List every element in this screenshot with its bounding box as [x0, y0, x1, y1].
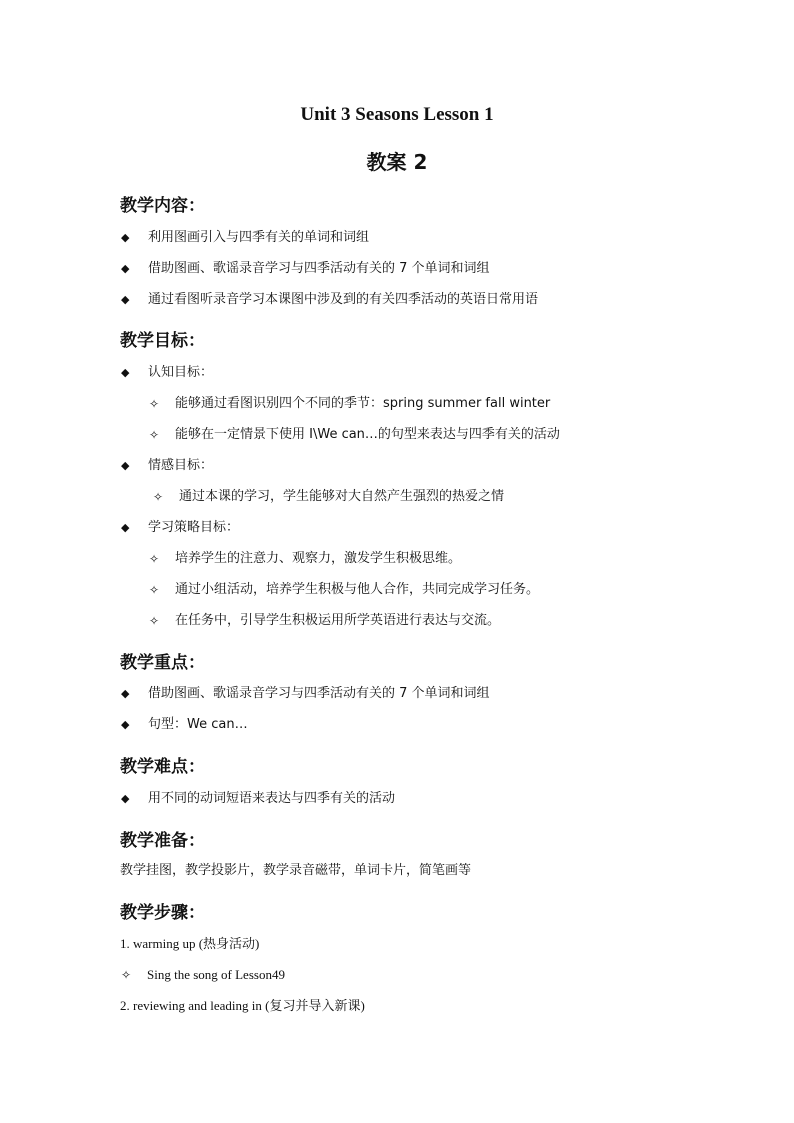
sparkle-bullet-icon: ✧	[149, 397, 160, 411]
diamond-bullet-icon: ◆	[121, 366, 130, 379]
key-point-item: 句型：We can…	[148, 717, 248, 732]
sparkle-bullet-icon: ✧	[149, 614, 160, 628]
content-item: 利用图画引入与四季有关的单词和词组	[148, 230, 370, 245]
document-title: Unit 3 Seasons Lesson 1	[300, 104, 494, 125]
objective-strategy-item: 培养学生的注意力、观察力，激发学生积极思维。	[175, 551, 462, 566]
preparation-text: 教学挂图，教学投影片，教学录音磁带，单词卡片，简笔画等	[120, 863, 472, 878]
heading-teaching-objectives: 教学目标：	[120, 331, 205, 351]
diamond-bullet-icon: ◆	[121, 521, 130, 534]
objective-cognitive-label: 认知目标：	[148, 365, 214, 380]
heading-steps: 教学步骤：	[120, 903, 205, 923]
diamond-bullet-icon: ◆	[121, 231, 130, 244]
diamond-bullet-icon: ◆	[121, 262, 130, 275]
sparkle-bullet-icon: ✧	[153, 490, 164, 504]
objective-strategy-item: 通过小组活动，培养学生积极与他人合作，共同完成学习任务。	[175, 582, 540, 597]
document-subtitle: 教案 2	[366, 150, 428, 174]
sparkle-bullet-icon: ✧	[121, 968, 132, 982]
heading-teaching-content: 教学内容：	[120, 196, 205, 216]
difficulty-item: 用不同的动词短语来表达与四季有关的活动	[148, 791, 396, 806]
sparkle-bullet-icon: ✧	[149, 428, 160, 442]
sparkle-bullet-icon: ✧	[149, 583, 160, 597]
diamond-bullet-icon: ◆	[121, 293, 130, 306]
step-1: 1. warming up (热身活动)	[120, 936, 260, 951]
objective-strategy-item: 在任务中，引导学生积极运用所学英语进行表达与交流。	[175, 613, 501, 628]
heading-difficulties: 教学难点：	[120, 757, 205, 777]
diamond-bullet-icon: ◆	[121, 792, 130, 805]
content-item: 通过看图听录音学习本课图中涉及到的有关四季活动的英语日常用语	[148, 292, 539, 307]
objective-strategy-label: 学习策略目标：	[148, 520, 240, 535]
objective-cognitive-item: 能够通过看图识别四个不同的季节：spring summer fall winter	[175, 396, 551, 411]
diamond-bullet-icon: ◆	[121, 459, 130, 472]
content-item: 借助图画、歌谣录音学习与四季活动有关的 7 个单词和词组	[148, 261, 490, 276]
heading-preparation: 教学准备：	[120, 831, 205, 851]
heading-key-points: 教学重点：	[120, 653, 205, 673]
objective-emotional-label: 情感目标：	[148, 458, 214, 473]
objective-cognitive-item: 能够在一定情景下使用 I\We can…的句型来表达与四季有关的活动	[175, 427, 560, 442]
objective-emotional-item: 通过本课的学习，学生能够对大自然产生强烈的热爱之情	[179, 489, 505, 504]
step-1-item: Sing the song of Lesson49	[147, 967, 285, 982]
diamond-bullet-icon: ◆	[121, 687, 130, 700]
key-point-item: 借助图画、歌谣录音学习与四季活动有关的 7 个单词和词组	[148, 686, 490, 701]
sparkle-bullet-icon: ✧	[149, 552, 160, 566]
step-2: 2. reviewing and leading in (复习并导入新课)	[120, 998, 365, 1013]
diamond-bullet-icon: ◆	[121, 718, 130, 731]
